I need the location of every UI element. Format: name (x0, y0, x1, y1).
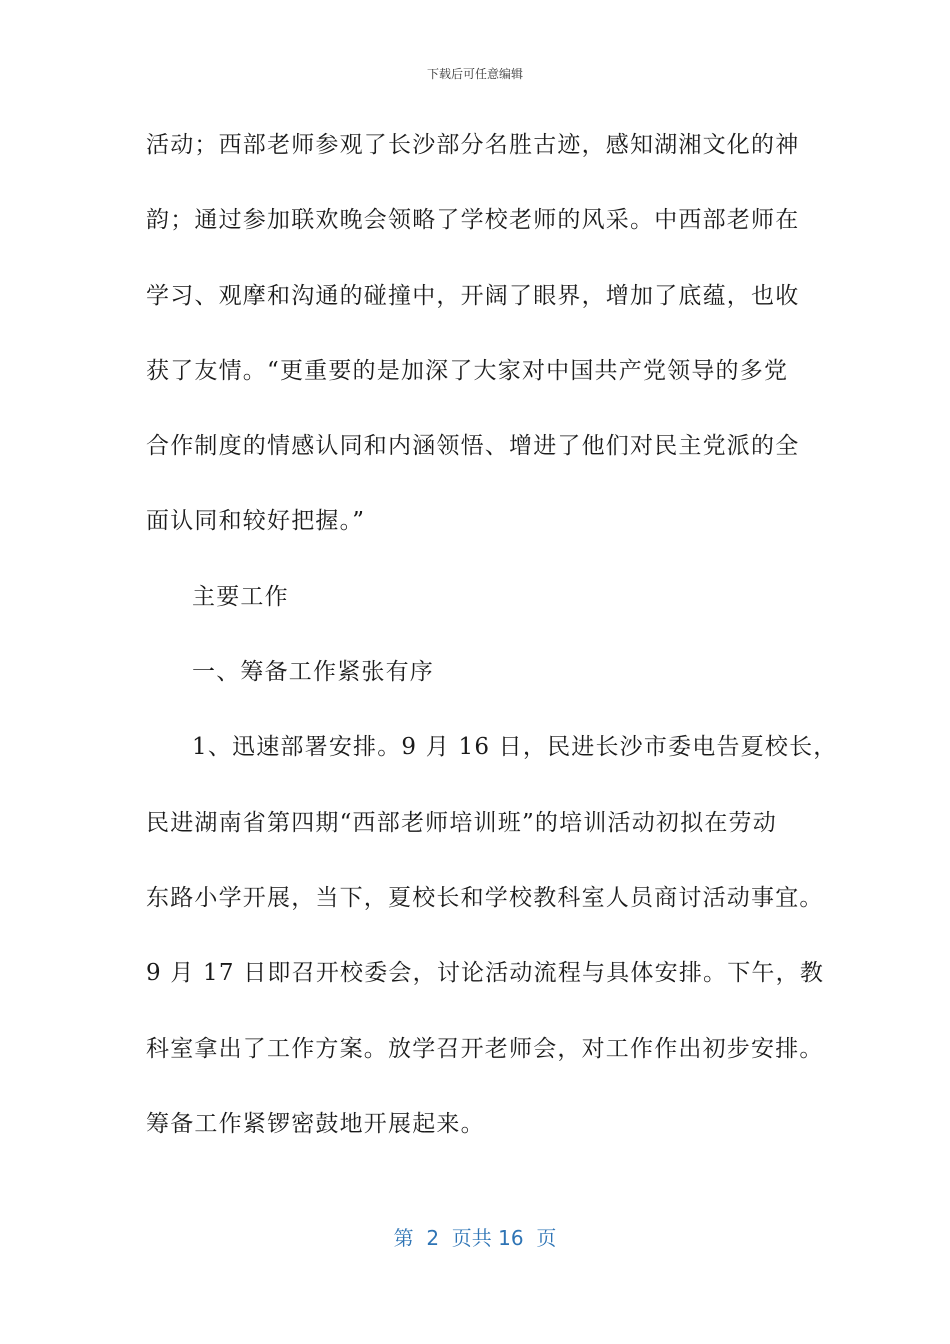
text-line: 合作制度的情感认同和内涵领悟、增进了他们对民主党派的全 (146, 433, 800, 460)
document-body (146, 108, 838, 1162)
text-line: 学习、观摩和沟通的碰撞中，开阔了眼界，增加了底蕴，也收 (146, 282, 800, 309)
text-line: 民进湖南省第四期“西部老师培训班”的培训活动初拟在劳动 (146, 809, 777, 836)
text-line: 1、迅速部署安排。9 月 16 日，民进长沙市委电告夏校长， (192, 734, 838, 761)
text-line: 科室拿出了工作方案。放学召开老师会，对工作作出初步安排。 (146, 1035, 824, 1062)
text-line: 面认同和较好把握。” (146, 508, 366, 535)
text-line: 筹备工作紧锣密鼓地开展起来。 (146, 1110, 485, 1137)
text-line: 活动；西部老师参观了长沙部分名胜古迹，感知湖湘文化的神 (146, 132, 800, 158)
text-line: 韵；通过参加联欢晚会领略了学校老师的风采。中西部老师在 (146, 207, 800, 234)
section-heading: 主要工作 (192, 583, 289, 610)
text-line: 获了友情。“更重要的是加深了大家对中国共产党领导的多党 (146, 357, 789, 384)
page-number: 第 2 页共 16 页 (393, 1226, 557, 1250)
text-line: 9 月 17 日即召开校委会，讨论活动流程与具体安排。下午，教 (146, 960, 825, 987)
text-line: 东路小学开展，当下，夏校长和学校教科室人员商讨活动事宜。 (146, 884, 824, 911)
subsection-heading: 一、筹备工作紧张有序 (192, 659, 434, 686)
header-note: 下载后可任意编辑 (426, 67, 523, 81)
